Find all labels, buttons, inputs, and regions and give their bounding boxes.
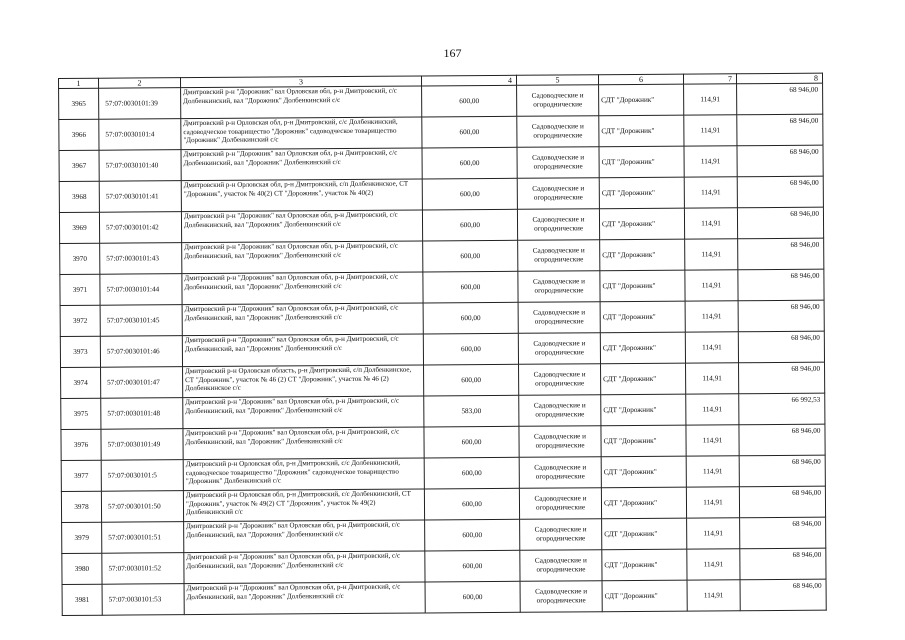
row-number-cell: 3977 — [61, 460, 101, 491]
row-number-cell: 3980 — [62, 553, 102, 584]
area-cell: 600,00 — [423, 271, 518, 303]
cadastral-number-cell: 57:07:0030101:41 — [99, 181, 181, 213]
unit-value-cell: 114,91 — [686, 425, 739, 456]
unit-value-cell: 114,91 — [687, 518, 740, 549]
cadastral-number-cell: 57:07:0030101:51 — [102, 522, 184, 554]
organization-cell: СДТ "Дорожник" — [602, 518, 687, 550]
area-cell: 600,00 — [424, 457, 519, 489]
organization-cell: СДТ "Дорожник" — [601, 425, 686, 457]
land-use-cell: Садоводческие и огороднические — [517, 178, 599, 210]
land-use-cell: Садоводческие и огороднические — [520, 581, 602, 613]
unit-value-cell: 114,91 — [687, 580, 740, 611]
area-cell: 600,00 — [423, 333, 518, 365]
organization-cell: СДТ "Дорожник" — [600, 239, 685, 271]
land-use-cell: Садоводческие и огороднические — [520, 519, 602, 551]
column-header: 3 — [181, 76, 422, 88]
unit-value-cell: 114,91 — [684, 208, 737, 239]
area-cell: 600,00 — [425, 519, 520, 551]
row-number-cell: 3971 — [60, 274, 100, 305]
page-number: 167 — [443, 46, 462, 60]
cadastral-cost-cell: 68 946,00 — [739, 362, 825, 394]
row-number-cell: 3979 — [62, 522, 102, 553]
address-cell: Дмитровский р-н "Дорожник" вал Орловская обл, р-н Дмитровский, с/с Долбенкинский, вал "Дорожник" Долбенкинский с/с — [182, 241, 423, 274]
cadastral-cost-cell: 68 946,00 — [737, 83, 823, 115]
cadastral-number-cell: 57:07:0030101:53 — [102, 584, 184, 616]
cadastral-cost-cell: 68 946,00 — [739, 486, 825, 518]
cadastral-number-cell: 57:07:0030101:39 — [99, 88, 181, 120]
unit-value-cell: 114,91 — [686, 456, 739, 487]
address-cell: Дмитровский р-н Орловская обл, р-н Дмитровский, с/с Долбенкинский, садоводческое товарищество "Дорожник" садоводческое товарищество "Дорожник" Долбенкинский с/с — [183, 458, 424, 491]
area-cell: 600,00 — [425, 581, 520, 613]
cadastral-number-cell: 57:07:0030101:49 — [101, 429, 183, 461]
unit-value-cell: 114,91 — [684, 177, 737, 208]
cadastral-cost-cell: 66 992,53 — [739, 393, 825, 425]
row-number-cell: 3974 — [61, 367, 101, 398]
cadastral-number-cell: 57:07:0030101:44 — [100, 274, 182, 306]
land-use-cell: Садоводческие и огороднические — [517, 147, 599, 179]
cadastral-cost-cell: 68 946,00 — [740, 517, 826, 549]
area-cell: 600,00 — [424, 488, 519, 520]
unit-value-cell: 114,91 — [687, 549, 740, 580]
address-cell: Дмитровский р-н "Дорожник" вал Орловская обл, р-н Дмитровский, с/с Долбенкинский, вал "Дорожник" Долбенкинский с/с — [181, 86, 422, 119]
area-cell: 600,00 — [422, 147, 517, 179]
unit-value-cell: 114,91 — [686, 394, 739, 425]
land-use-cell: Садоводческие и огороднические — [518, 240, 600, 272]
column-header: 7 — [683, 74, 736, 84]
unit-value-cell: 114,91 — [684, 146, 737, 177]
area-cell: 600,00 — [424, 426, 519, 458]
address-cell: Дмитровский р-н "Дорожник" вал Орловская обл, р-н Дмитровский, с/с Долбенкинский, вал "Дорожник" Долбенкинский с/с — [182, 272, 423, 305]
cadastral-cost-cell: 68 946,00 — [738, 269, 824, 301]
unit-value-cell: 114,91 — [686, 487, 739, 518]
cadastral-cost-cell: 68 946,00 — [739, 455, 825, 487]
organization-cell: СДТ "Дорожник" — [601, 394, 686, 426]
land-use-cell: Садоводческие и огороднические — [519, 457, 601, 489]
cadastral-cost-cell: 68 946,00 — [737, 176, 823, 208]
row-number-cell: 3973 — [60, 336, 100, 367]
land-use-cell: Садоводческие и огороднические — [518, 333, 600, 365]
unit-value-cell: 114,91 — [684, 84, 737, 115]
land-plots-table — [58, 73, 827, 616]
row-number-cell: 3976 — [61, 429, 101, 460]
unit-value-cell: 114,91 — [686, 363, 739, 394]
address-cell: Дмитровский р-н "Дорожник" вал Орловская обл, р-н Дмитровский, с/с Долбенкинский, вал "Дорожник" Долбенкинский с/с — [183, 427, 424, 460]
cadastral-number-cell: 57:07:0030101:4 — [99, 119, 181, 151]
row-number-cell: 3975 — [61, 398, 101, 429]
document-table-container — [58, 73, 826, 616]
organization-cell: СДТ "Дорожник" — [601, 363, 686, 395]
row-number-cell: 3972 — [60, 305, 100, 336]
area-cell: 600,00 — [422, 116, 517, 148]
address-cell: Дмитровский р-н "Дорожник" вал Орловская обл, р-н Дмитровский, с/с Долбенкинский, вал "Дорожник" Долбенкинский с/с — [181, 210, 422, 243]
organization-cell: СДТ "Дорожник" — [601, 456, 686, 488]
address-cell: Дмитровский р-н "Дорожник" вал Орловская обл, р-н Дмитровский, с/с Долбенкинский, вал "Дорожник" Долбенкинский с/с — [183, 396, 424, 429]
organization-cell: СДТ "Дорожник" — [599, 115, 684, 147]
organization-cell: СДТ "Дорожник" — [599, 84, 684, 116]
address-cell: Дмитровский р-н "Дорожник" вал Орловская обл, р-н Дмитровский, с/с Долбенкинский, вал "Дорожник" Долбенкинский с/с — [182, 334, 423, 367]
organization-cell: СДТ "Дорожник" — [599, 208, 684, 240]
organization-cell: СДТ "Дорожник" — [599, 146, 684, 178]
address-cell: Дмитровский р-н "Дорожник" вал Орловская обл, р-н Дмитровский, с/с Долбенкинский, вал "Дорожник" Долбенкинский с/с — [184, 582, 425, 615]
column-header: 5 — [516, 75, 598, 86]
cadastral-number-cell: 57:07:0030101:46 — [100, 336, 182, 368]
cadastral-number-cell: 57:07:0030101:47 — [101, 367, 183, 399]
address-cell: Дмитровский р-н "Дорожник" вал Орловская обл, р-н Дмитровский, с/с Долбенкинский, вал "Дорожник" Долбенкинский с/с — [181, 148, 422, 181]
row-number-cell: 3966 — [59, 119, 99, 150]
cadastral-number-cell: 57:07:0030101:50 — [101, 491, 183, 523]
land-use-cell: Садоводческие и огороднические — [518, 302, 600, 334]
address-cell: Дмитровский р-н Орловская обл, р-н Дмитровский, с/с Долбенкинский, СТ "Дорожник", участок № 49(2) СТ "Дорожник", участок № 49(2) Долбенкинский с/с — [183, 489, 424, 522]
organization-cell: СДТ "Дорожник" — [600, 332, 685, 364]
row-number-cell: 3967 — [59, 150, 99, 181]
table-row — [62, 579, 826, 615]
land-use-cell: Садоводческие и огороднические — [519, 364, 601, 396]
organization-cell: СДТ "Дорожник" — [602, 580, 687, 612]
land-use-cell: Садоводческие и огороднические — [517, 209, 599, 241]
cadastral-number-cell: 57:07:0030101:43 — [100, 243, 182, 275]
unit-value-cell: 114,91 — [685, 332, 738, 363]
cadastral-cost-cell: 68 946,00 — [737, 145, 823, 177]
cadastral-cost-cell: 68 946,00 — [740, 548, 826, 580]
cadastral-cost-cell: 68 946,00 — [737, 114, 823, 146]
cadastral-cost-cell: 68 946,00 — [738, 331, 824, 363]
area-cell: 600,00 — [423, 302, 518, 334]
organization-cell: СДТ "Дорожник" — [599, 177, 684, 209]
row-number-cell: 3970 — [60, 243, 100, 274]
address-cell: Дмитровский р-н Орловская обл, р-н Дмитровский, с/п Долбенкинское, СТ "Дорожник", участок № 40(2) СТ "Дорожник", участок № 40(2) — [181, 179, 422, 212]
unit-value-cell: 114,91 — [684, 115, 737, 146]
cadastral-number-cell: 57:07:0030101:48 — [101, 398, 183, 430]
row-number-cell: 3981 — [62, 584, 102, 615]
cadastral-cost-cell: 68 946,00 — [738, 300, 824, 332]
land-use-cell: Садоводческие и огороднические — [517, 116, 599, 148]
cadastral-number-cell: 57:07:0030101:40 — [99, 150, 181, 182]
unit-value-cell: 114,91 — [685, 270, 738, 301]
cadastral-number-cell: 57:07:0030101:5 — [101, 460, 183, 492]
area-cell: 600,00 — [424, 364, 519, 396]
cadastral-cost-cell: 68 946,00 — [738, 238, 824, 270]
land-use-cell: Садоводческие и огороднические — [517, 85, 599, 117]
land-use-cell: Садоводческие и огороднические — [520, 550, 602, 582]
organization-cell: СДТ "Дорожник" — [600, 301, 685, 333]
column-header: 2 — [99, 78, 181, 89]
address-cell: Дмитровский р-н "Дорожник" вал Орловская обл, р-н Дмитровский, с/с Долбенкинский, вал "Дорожник" Долбенкинский с/с — [184, 551, 425, 584]
land-use-cell: Садоводческие и огороднические — [519, 395, 601, 427]
land-use-cell: Садоводческие и огороднические — [519, 426, 601, 458]
unit-value-cell: 114,91 — [685, 239, 738, 270]
table-body — [59, 83, 827, 615]
area-cell: 583,00 — [424, 395, 519, 427]
column-header: 1 — [59, 78, 99, 88]
organization-cell: СДТ "Дорожник" — [602, 549, 687, 581]
column-header: 8 — [736, 73, 822, 84]
cadastral-number-cell: 57:07:0030101:45 — [100, 305, 182, 337]
area-cell: 600,00 — [422, 178, 517, 210]
organization-cell: СДТ "Дорожник" — [601, 487, 686, 519]
cadastral-number-cell: 57:07:0030101:42 — [99, 212, 181, 244]
area-cell: 600,00 — [422, 209, 517, 241]
address-cell: Дмитровский р-н Орловская обл, р-н Дмитровский, с/с Долбенкинский, садоводческое товарищество "Дорожник" садоводческое товарищество "Дорожник" Долбенкинский с/с — [181, 117, 422, 150]
unit-value-cell: 114,91 — [685, 301, 738, 332]
cadastral-number-cell: 57:07:0030101:52 — [102, 553, 184, 585]
cadastral-cost-cell: 68 946,00 — [737, 207, 823, 239]
area-cell: 600,00 — [423, 240, 518, 272]
row-number-cell: 3969 — [59, 212, 99, 243]
row-number-cell: 3968 — [59, 181, 99, 212]
address-cell: Дмитровский р-н "Дорожник" вал Орловская обл, р-н Дмитровский, с/с Долбенкинский, вал "Дорожник" Долбенкинский с/с — [182, 303, 423, 336]
cadastral-cost-cell: 68 946,00 — [740, 579, 826, 611]
row-number-cell: 3965 — [59, 88, 99, 119]
row-number-cell: 3978 — [61, 491, 101, 522]
land-use-cell: Садоводческие и огороднические — [519, 488, 601, 520]
area-cell: 600,00 — [425, 550, 520, 582]
area-cell: 600,00 — [422, 85, 517, 117]
column-header: 4 — [421, 75, 516, 86]
cadastral-cost-cell: 68 946,00 — [739, 424, 825, 456]
organization-cell: СДТ "Дорожник" — [600, 270, 685, 302]
address-cell: Дмитровский р-н Орловская область, р-н Дмитровский, с/п Долбенкинское, СТ "Дорожник", участок № 46 (2) СТ "Дорожник", участок № 46 (2) Долбенкинское с/с — [183, 365, 424, 398]
land-use-cell: Садоводческие и огороднические — [518, 271, 600, 303]
column-header: 6 — [598, 74, 683, 85]
address-cell: Дмитровский р-н "Дорожник" вал Орловская обл, р-н Дмитровский, с/с Долбенкинский, вал "Дорожник" Долбенкинский с/с — [184, 520, 425, 553]
